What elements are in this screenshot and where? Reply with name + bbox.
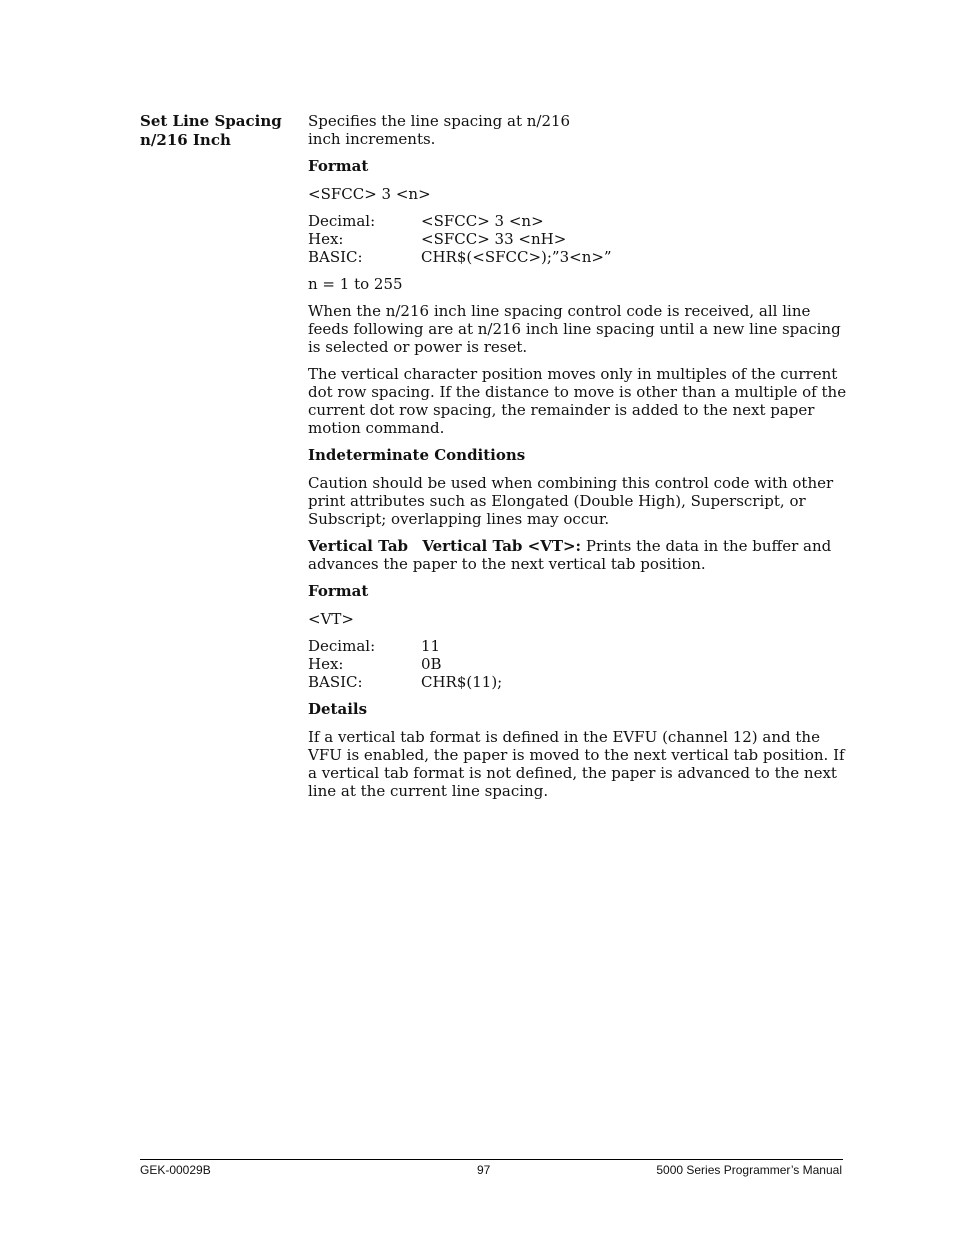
details-heading: Details bbox=[308, 700, 368, 718]
format-key: BASIC: bbox=[308, 673, 363, 691]
footer-manual-title: 5000 Series Programmer’s Manual bbox=[656, 1163, 842, 1177]
format-key: Decimal: bbox=[308, 212, 376, 230]
paragraph-dot-row: The vertical character position moves only in multiples of the current dot row spacing. If the distance to move is other than a multiple of the current dot row spacing, the remainder is added to the next paper motion command. bbox=[308, 365, 847, 437]
paragraph-line-spacing: When the n/216 inch line spacing control code is received, all line feeds following are at n/216 inch line spacing until a new line spacing is selected or power is reset. bbox=[308, 302, 841, 356]
format-row-basic bbox=[308, 248, 848, 266]
indeterminate-text: Caution should be used when combining this control code with other print attributes such as Elongated (Double High), Superscript, or Subscript; overlapping lines may occur. bbox=[308, 474, 834, 528]
format-value: CHR$(<SFCC>);”3<n>” bbox=[421, 248, 612, 266]
format-table-2 bbox=[308, 637, 848, 691]
vertical-tab-command: Vertical Tab <VT>: bbox=[422, 537, 582, 555]
format-syntax-2: <VT> bbox=[308, 610, 354, 628]
indeterminate-heading: Indeterminate Conditions bbox=[308, 446, 526, 464]
format-row-hex bbox=[308, 655, 848, 673]
section-title-line2: n/216 Inch bbox=[140, 131, 231, 149]
format-table bbox=[308, 212, 848, 266]
format-row-decimal bbox=[308, 212, 848, 230]
intro-line1: Specifies the line spacing at n/216 bbox=[308, 112, 571, 130]
format-value: CHR$(11); bbox=[421, 673, 503, 691]
intro-text bbox=[308, 112, 848, 148]
footer-doc-id: GEK-00029B bbox=[140, 1163, 211, 1177]
format-value: <SFCC> 33 <nH> bbox=[421, 230, 567, 248]
range-text: n = 1 to 255 bbox=[308, 275, 403, 293]
format-value: 0B bbox=[421, 655, 442, 673]
footer-divider bbox=[140, 1159, 843, 1160]
vertical-tab-text: Prints the data in the buffer and advances the paper to the next vertical tab position. bbox=[308, 537, 832, 573]
format-heading: Format bbox=[308, 157, 369, 175]
format-row-hex bbox=[308, 230, 848, 248]
format-key: BASIC: bbox=[308, 248, 363, 266]
section-title-line1: Set Line Spacing bbox=[140, 112, 282, 130]
details-text: If a vertical tab format is defined in the EVFU (channel 12) and the VFU is enabled, the paper is moved to the next vertical tab position. If a vertical tab format is not defined, the paper is advanced to the next line at the current line spacing. bbox=[308, 728, 845, 800]
format-key: Hex: bbox=[308, 655, 344, 673]
format-key: Hex: bbox=[308, 230, 344, 248]
vertical-tab-paragraph bbox=[308, 537, 848, 573]
format-heading-2: Format bbox=[308, 582, 369, 600]
format-value: 11 bbox=[421, 637, 441, 655]
vertical-tab-label: Vertical Tab bbox=[308, 537, 409, 555]
format-syntax: <SFCC> 3 <n> bbox=[308, 185, 431, 203]
format-value: <SFCC> 3 <n> bbox=[421, 212, 544, 230]
main-content bbox=[308, 112, 848, 809]
format-key: Decimal: bbox=[308, 637, 376, 655]
intro-line2: inch increments. bbox=[308, 130, 436, 148]
format-row-decimal bbox=[308, 637, 848, 655]
footer-page-number: 97 bbox=[477, 1163, 491, 1177]
section-title bbox=[140, 112, 300, 150]
format-row-basic bbox=[308, 673, 848, 691]
